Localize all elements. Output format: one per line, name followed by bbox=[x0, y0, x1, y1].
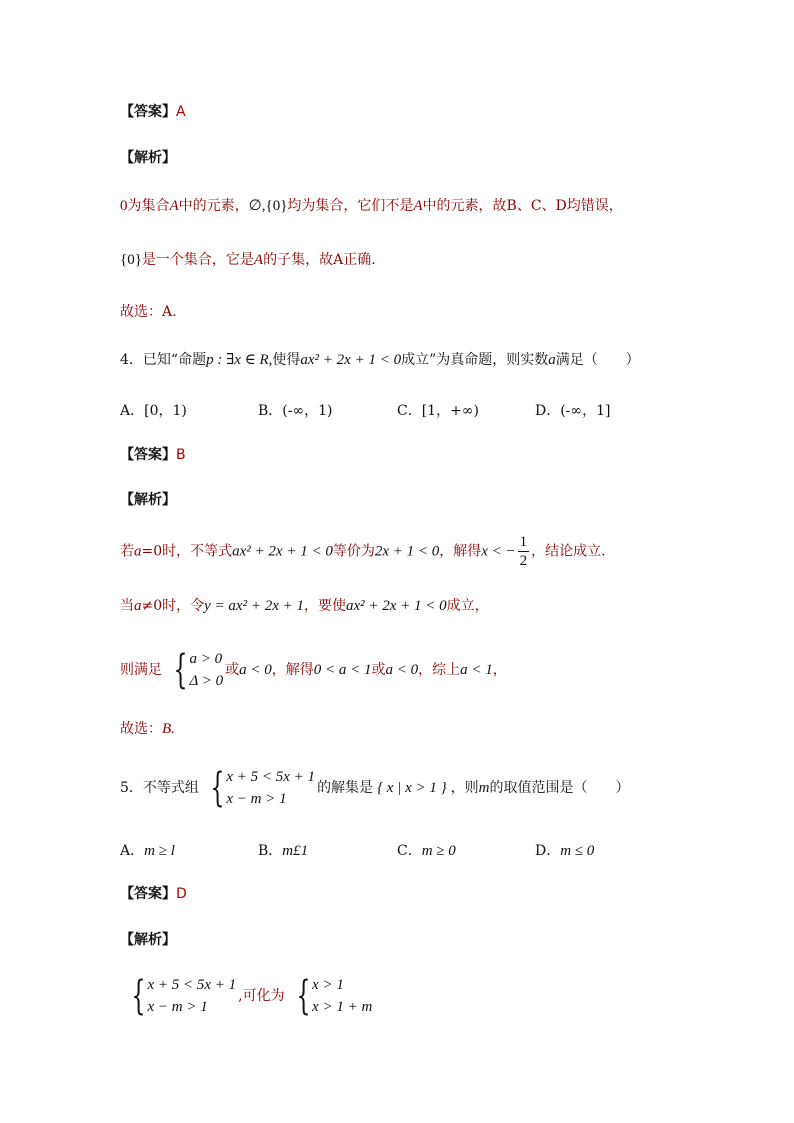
question-4-stem: 4．已知“命题p : ∃x ∈ R,使得ax² + 2x + 1 < 0成立”为真命题，则实数a满足（ ） bbox=[120, 352, 640, 368]
option-c: C．[1，+∞) bbox=[397, 403, 479, 419]
answer-value: B bbox=[176, 447, 186, 463]
left-brace: { bbox=[173, 647, 188, 693]
choose-q3: 故选：A. bbox=[120, 304, 177, 320]
analysis-q3-line1: 0为集合A中的元素，∅,{0}均为集合，它们不是A中的元素，故B、C、D均错误， bbox=[120, 198, 623, 214]
answer-line-q3 bbox=[120, 102, 186, 122]
analysis-label: 【解析】 bbox=[120, 150, 176, 166]
option-c: C．m ≥ 0 bbox=[397, 843, 456, 859]
analysis-q3-line2: {0}是一个集合，它是A的子集，故A正确. bbox=[120, 252, 376, 268]
analysis-q4-line3: 则满足 { a > 0 Δ > 0 或 a < 0 ，解得 0 < a < 1 或 a < 0 ，综上 a < 1 ， bbox=[120, 647, 507, 693]
fraction-one-half: $\frac{1}{2}$ bbox=[519, 534, 528, 569]
option-a: A．[0，1) bbox=[120, 403, 187, 419]
analysis-q5-line1: { x + 5 < 5x + 1 x − m > 1 ,可化为 { x > 1 x > 1 + m bbox=[120, 972, 374, 1020]
analysis-label-q5 bbox=[120, 930, 176, 950]
analysis-q4-line2: 当a≠0时，令y = ax² + 2x + 1，要使ax² + 2x + 1 < 0成立， bbox=[120, 598, 489, 614]
option-b: B．(-∞，1) bbox=[258, 403, 333, 419]
answer-label: 【答案】 bbox=[120, 886, 176, 902]
option-a: A．m ≥ l bbox=[120, 843, 175, 859]
answer-label: 【答案】 bbox=[120, 104, 176, 120]
left-brace: { bbox=[296, 973, 311, 1019]
inequality-system: { a > 0 Δ > 0 bbox=[173, 647, 224, 693]
inequality-system: { x + 5 < 5x + 1 x − m > 1 bbox=[210, 765, 316, 811]
question-5-options bbox=[120, 840, 640, 860]
question-4-options bbox=[120, 400, 640, 420]
inequality-system: { x + 5 < 5x + 1 x − m > 1 bbox=[131, 973, 237, 1019]
left-brace: { bbox=[210, 765, 225, 811]
answer-value: A bbox=[176, 104, 186, 120]
answer-label: 【答案】 bbox=[120, 447, 176, 463]
analysis-label-q3 bbox=[120, 148, 176, 168]
answer-value: D bbox=[176, 886, 187, 902]
analysis-label: 【解析】 bbox=[120, 492, 176, 508]
answer-line-q5 bbox=[120, 884, 187, 904]
question-5-stem: 5．不等式组 { x + 5 < 5x + 1 x − m > 1 的解集是 { x | x > 1 } ，则 m 的取值范围是（ ） bbox=[120, 765, 630, 811]
left-brace: { bbox=[131, 973, 146, 1019]
analysis-label-q4 bbox=[120, 490, 176, 510]
answer-line-q4 bbox=[120, 445, 186, 465]
option-b: B．m£1 bbox=[258, 843, 309, 859]
choose-q4: 故选：B. bbox=[120, 721, 175, 737]
analysis-label: 【解析】 bbox=[120, 932, 176, 948]
analysis-q4-line1: 若a=0时，不等式ax² + 2x + 1 < 0等价为2x + 1 < 0，解得x < − $\frac{1}{2}$ ，结论成立. bbox=[120, 534, 606, 569]
option-d: D．(-∞，1] bbox=[535, 403, 611, 419]
inequality-system: { x > 1 x > 1 + m bbox=[296, 973, 373, 1019]
option-d: D．m ≤ 0 bbox=[535, 843, 595, 859]
